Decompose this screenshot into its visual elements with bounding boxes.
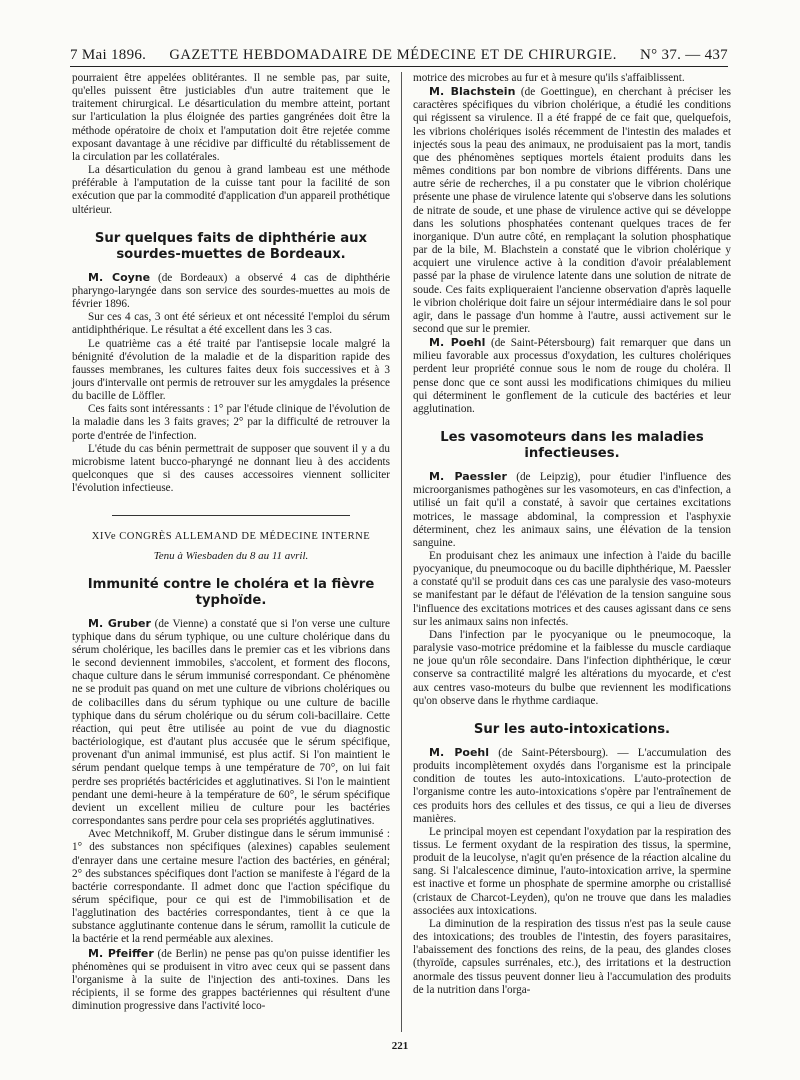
paragraph: La désarticulation du genou à grand lambeau est une méthode préférable à l'amputation de la cuisse tant pour la facilité de son exécution que par la commodité d'application d'un appareil prothétique ultérieur. [72, 164, 390, 216]
author-name: M. Paessler [429, 470, 507, 484]
section-heading-auto-intoxications: Sur les auto-intoxications. [473, 721, 671, 737]
paragraph: En produisant chez les animaux une infection à l'aide du bacille pyocyanique, du pneumocoque ou du bacille diphthérique, M. Paessler a constaté qu'il se produit dans ces cas une paralysie des vaso-moteurs se manifestant par le défaut de l'élévation de la tension sanguine sous l'influence des excitations motrices et des causes agissant dans ce sens sur les animaux sains non infectés. [413, 550, 731, 628]
running-header [70, 42, 728, 67]
header-issue-page: N° 37. — 437 [640, 47, 728, 63]
paragraph: motrice des microbes au fur et à mesure qu'ils s'affaiblissent. [413, 72, 685, 84]
section-rule [112, 515, 350, 516]
paragraph: L'étude du cas bénin permettrait de supposer que souvent il y a du microbisme latent bucco-pharyngé ne donnant lieu à des accidents quelconques que si des causes accessoires viennent solliciter l'évolution infectieuse. [72, 442, 390, 495]
paragraph: Le quatrième cas a été traité par l'antisepsie locale malgré la bénignité d'évolution de la maladie et de la disparition rapide des fausses membranes, les cultures faites deux fois successives et à 3 jours d'intervalle ont permis de retrouver sur les amygdales la présence du bacille de Löffler. [72, 337, 390, 403]
paragraph: M. Coyne (de Bordeaux) a observé 4 cas de diphthérie pharyngo-laryngée dans son service des sourdes-muettes au mois de février 1896. [72, 270, 391, 311]
paragraph: pourraient être appelées oblitérantes. Il ne semble pas, par suite, qu'elles puissent être justiciables d'un autre traitement que le traitement chirurgical. Le désarticulation du membre atteint, portant sur l'articulation la plus éloignée des parties gangrénées doit être la méthode opératoire de choix et l'amputation doit être rejetée comme exposant davantage à une récidive par difficulté du rétablissement de la circulation par les collatérales. [72, 72, 390, 163]
section-heading-cholera: Immunité contre le choléra et la fièvre typhoïde. [87, 576, 375, 608]
header-date: 7 Mai 1896. [70, 47, 147, 63]
paragraph: Avec Metchnikoff, M. Gruber distingue dans le sérum immunisé : 1° des substances non spécifiques (alexines) capables seulement d'enrayer dans une certaine mesure l'action des bactéries, en général; 2° des substances spécifiques dont l'action se manifeste à l'égard de la bactérie correspondante. Il admet donc que l'action spécifique du sérum spécifique, pour ce qui est de l'immobilisation et de l'agglutination des bactéries correspondantes, tient à ce que la substance agglutinante contenue dans le sérum, ramollit la cuticule de la bactérie et la rend perméable aux alexines. [72, 828, 390, 946]
author-name: M. Coyne [88, 270, 151, 284]
paragraph: La diminution de la respiration des tissus n'est pas la seule cause des intoxications; des troubles de l'intestin, des foyers parasitaires, l'abaissement des fonctions des reins, de la peau, des glandes closes (thyroïde, capsules surrénales, etc.), des irritations et la destruction anormale des tissus peuvent donner lieu à l'accumulation des produits de la nutrition dans l'orga- [413, 917, 731, 996]
paragraph: M. Gruber (de Vienne) a constaté que si l'on verse une culture typhique dans du sérum typhique, ou une culture cholérique dans du sérum cholérique, les bacilles dans le premier cas et les vibrions dans le second deviennent immobiles, s'accolent, et forment des flocons, chaque culture dans le sérum immunisé correspondant. Ce phénomène ne se produit pas quand on met une culture de vibrions cholériques ou de colibacilles dans du sérum typhique ou une culture de bacille typhique dans du sérum cholérique ou du sérum coli-bacillaire. Cette réaction, qui peut être utilisée au point de vue du diagnostic bactériologique, est d'autant plus accusée que le sérum spécifique, provenant d'un animal immunisé, est plus actif. Si l'on maintient le sérum pendant quelque temps à une température de 70°, on lui fait perdre ses propriétés bactéricides et agglutinatives. Si l'on le maintient pendant une demi-heure à la température de 60°, le sérum spécifique devient un excellent milieu de culture pour les bactéries correspondantes sans perdre pour cela ses propriétés agglutinatives. [72, 616, 391, 828]
paragraph: Le principal moyen est cependant l'oxydation par la respiration des tissus. Le ferment oxydant de la respiration des tissus, la spermine, produit de la leucolyse, n'agit qu'en présence de la réaction alcaline du sang. Si l'alcalescence diminue, l'auto-intoxication arrive, la spermine est inactive et forme un phosphate de spermine amorphe ou cristallisé (cristaux de Charcot-Leyden), qu'on ne trouve que dans les maladies associées aux intoxications. [413, 825, 731, 917]
congress-venue: Tenu à Wiesbaden du 8 au 11 avril. [153, 549, 309, 562]
author-name: M. Gruber [88, 616, 151, 630]
section-heading-vasomotors: Les vasomoteurs dans les maladies infectieuses. [440, 430, 704, 462]
author-name: M. Poehl [429, 745, 490, 759]
page-folio: 221 [391, 1040, 409, 1052]
header-journal-title: GAZETTE HEBDOMADAIRE DE MÉDECINE ET DE CHIRURGIE. [169, 47, 617, 63]
left-column [72, 72, 390, 1013]
author-name: M. Poehl [429, 336, 486, 350]
author-name: M. Pfeiffer [88, 946, 154, 960]
section-heading-diphtheria: Sur quelques faits de diphthérie aux sourdes-muettes de Bordeaux. [94, 230, 368, 262]
paragraph: Ces faits sont intéressants : 1° par l'étude clinique de l'évolution de la maladie dans les 3 faits graves; 2° par la difficulté de retrouver la porte d'entrée de l'infection. [72, 403, 390, 442]
paragraph: M. Blachstein (de Goettingue), en cherchant à préciser les caractères spécifiques du vibrion cholérique, a étudié les conditions qui régissent sa virulence. Il a été frappé de ce fait que, quelquefois, les vibrions cholériques isolés récemment de l'intestin des malades et injectés sous la peau des animaux, ne produisaient pas la mort, tandis que des phénomènes septiques mortels étaient produits dans les mêmes conditions par bon nombre de vibrions différents. Dans une autre série de recherches, il a pu constater que le vibrion cholérique présente une phase de virulence latente qui s'observe dans les solutions de nitrate de soude, et une phase de virulence active qui se développe dans les solutions phosphatées contenant quelques traces de fer inorganique. D'un autre côté, en remplaçant la solution phosphatique par de la bile, M. Blachstein a constaté que le vibrion cholérique y acquiert une virulence active à la condition d'avoir préalablement passé par la phase de virulence latente dans une solution de nitrate de soude. Ces faits expliqueraient l'ancienne observation d'après laquelle le vibrion cholérique doit faire un séjour intermédiaire dans le sol pour agir, dans le passage d'un homme à l'autre, aussi activement sur le second que sur le premier. [413, 85, 731, 335]
column-divider [401, 72, 402, 1032]
author-name: M. Blachstein [429, 85, 516, 99]
paragraph: M. Poehl (de Saint-Pétersbourg). — L'accumulation des produits incomplètement oxydés dans l'organisme est la principale condition de toutes les auto-intoxications. L'auto-protection de l'organisme contre les auto-intoxications s'opère par l'entraînement de ces produits hors des cellules et des tissus, ce qui a lieu de diverses manières. [413, 745, 732, 825]
paragraph: Dans l'infection par le pyocyanique ou le pneumocoque, la paralysie vaso-motrice prédomine et la faiblesse du muscle cardiaque ne joue qu'un rôle secondaire. Dans l'infection diphthérique, le cœur conserve sa contractilité malgré les altérations du myocarde, et c'est aux centres vaso-moteurs du bulbe que reviennent les modifications qu'on observe dans le rhythme cardiaque. [413, 628, 731, 707]
paragraph: M. Paessler (de Leipzig), pour étudier l'influence des microorganismes pathogènes sur les vasomoteurs, en cas d'infection, a utilisé un fait qu'il a constaté, à savoir que certaines excitations motrices, le massage abdominal, la compression et l'asphyxie déterminent, chez les animaux sains, une élévation de la tension sanguine. [413, 470, 732, 549]
right-column [413, 72, 731, 997]
paragraph: M. Pfeiffer (de Berlin) ne pense pas qu'on puisse identifier les phénomènes qui se produisent in vitro avec ceux qui se passent dans l'organisme à la suite de l'injection des anti-toxines. Dans les récipients, il se forme des grappes bactériennes qui résultent d'une diminution progressive dans l'activité loco- [72, 946, 390, 1013]
congress-title: XIVe CONGRÈS ALLEMAND DE MÉDECINE INTERNE [91, 531, 371, 543]
paragraph: Sur ces 4 cas, 3 ont été sérieux et ont nécessité l'emploi du sérum antidiphthérique. Le résultat a été excellent dans les 3 cas. [72, 311, 390, 337]
paragraph: M. Poehl (de Saint-Pétersbourg) fait remarquer que dans un milieu favorable aux processus d'oxydation, les cultures cholériques perdent leur propriété connue sous le nom de rouge du choléra. Il pense donc que ce sont aussi les modifications chimiques du milieu qui déterminent le gonflement de la cuticule des bactéries et leur agglutination. [413, 336, 731, 415]
